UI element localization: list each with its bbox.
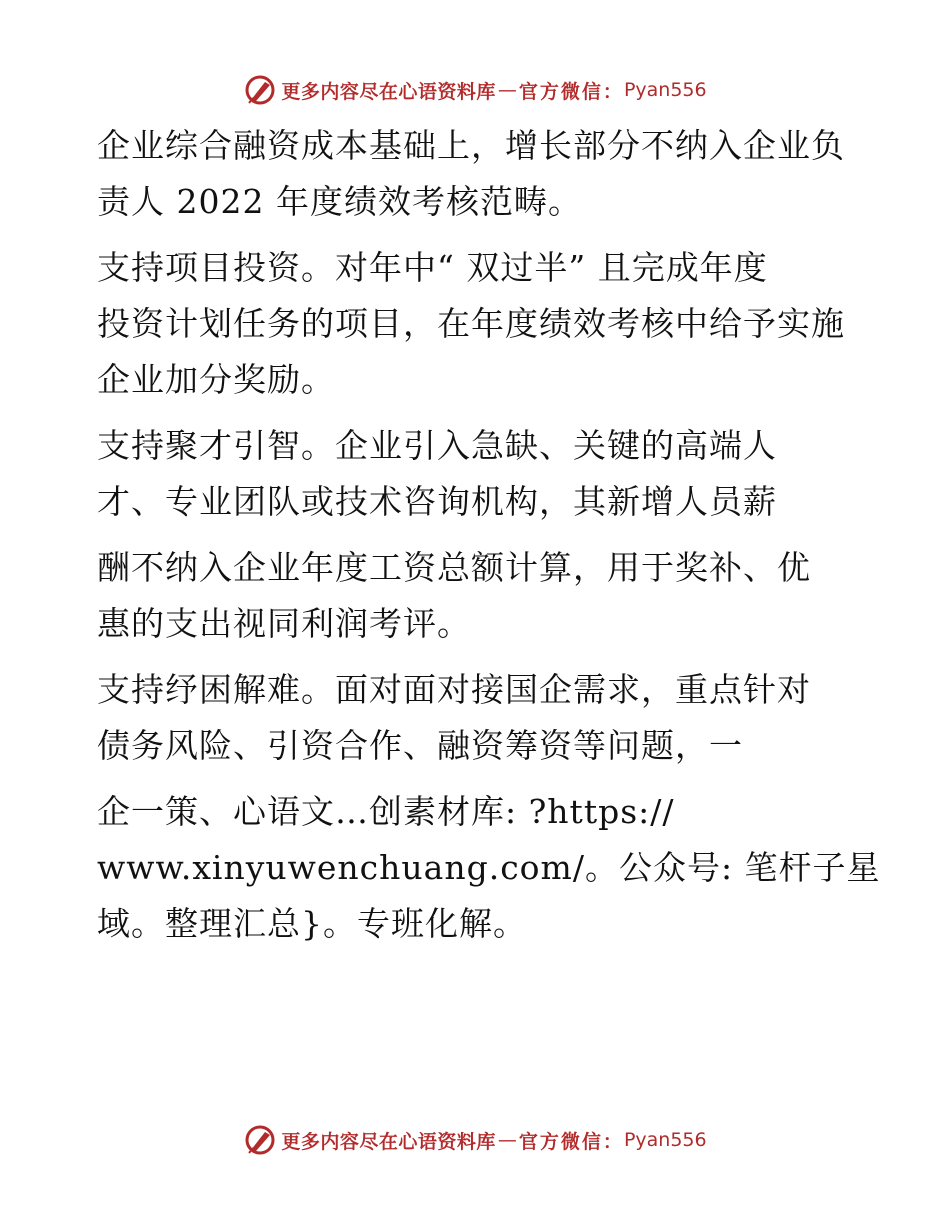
footer-watermark — [0, 1120, 950, 1160]
text-line: 支持纾困解难。面对面对接国企需求，重点针对 — [97, 670, 811, 709]
banner-dash: — — [497, 79, 517, 101]
quill-pen-logo-icon — [243, 73, 277, 107]
text-line: 支持聚才引智。企业引入急缺、关键的高端人 — [97, 426, 777, 465]
text-line: 债务风险、引资合作、融资筹资等问题，一 — [97, 726, 743, 765]
banner-handle: Pyan556 — [623, 1129, 707, 1151]
banner-handle: Pyan556 — [623, 79, 707, 101]
text-line: 域。整理汇总}。专班化解。 — [97, 904, 527, 943]
banner-label: 官方微信： — [518, 80, 624, 103]
text-line: 企一策、心语文…创素材库: ?https:// — [97, 792, 675, 831]
banner-dash: — — [497, 1129, 517, 1151]
text-line: 酬不纳入企业年度工资总额计算，用于奖补、优 — [97, 548, 811, 587]
text-line: 企业综合融资成本基础上，增长部分不纳入企业负 — [97, 126, 845, 165]
text-line: 支持项目投资。对年中“ 双过半” 且完成年度 — [97, 248, 768, 287]
paragraph-6 — [97, 784, 881, 952]
text-line: www.xinyuwenchuang.com/。公众号: 笔杆子星 — [97, 848, 881, 887]
banner-label: 官方微信： — [518, 1130, 624, 1153]
paragraph-1 — [97, 118, 857, 230]
text-line: 才、专业团队或技术咨询机构，其新增人员薪 — [97, 482, 777, 521]
text-line: 责人 2022 年度绩效考核范畴。 — [97, 182, 582, 221]
quill-pen-logo-icon — [243, 1123, 277, 1157]
paragraph-5 — [97, 662, 857, 774]
header-watermark — [0, 70, 950, 110]
text-line: 惠的支出视同利润考评。 — [97, 604, 471, 643]
text-line: 企业加分奖励。 — [97, 360, 335, 399]
document-body — [97, 118, 881, 952]
banner-brand: 更多内容尽在心语资料库 — [281, 80, 496, 103]
banner-brand: 更多内容尽在心语资料库 — [281, 1130, 496, 1153]
paragraph-2 — [97, 240, 857, 408]
paragraph-4 — [97, 540, 857, 652]
paragraph-3 — [97, 418, 857, 530]
text-line: 投资计划任务的项目，在年度绩效考核中给予实施 — [97, 304, 845, 343]
